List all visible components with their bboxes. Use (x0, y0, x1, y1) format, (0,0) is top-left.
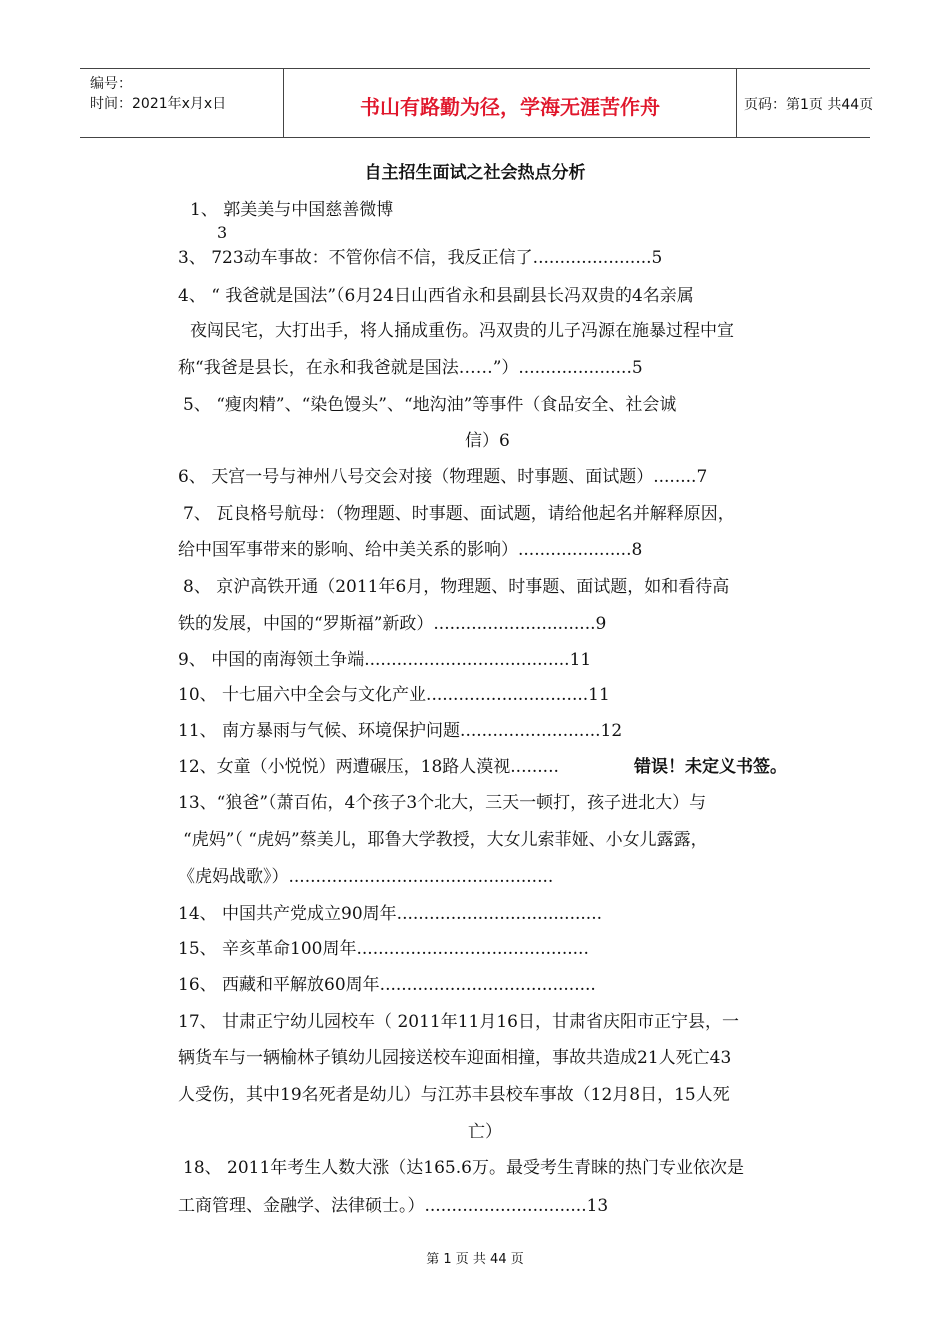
toc-line: 4、 “ 我爸就是国法”（6月24日山西省永和县副县长冯双贵的4名亲属 (178, 286, 694, 306)
header-info-cell (80, 69, 283, 137)
toc-line: 11、 南方暴雨与气候、环境保护问题..........................12 (178, 721, 623, 741)
toc-line: 12、女童（小悦悦）两遭碾压，18路人漠视......... (178, 757, 559, 777)
toc-line: 7、 瓦良格号航母：（物理题、时事题、面试题，请给他起名并解释原因， (183, 504, 735, 524)
toc-line: 15、 辛亥革命100周年........................................... (178, 939, 589, 959)
toc-line: 人受伤，其中19名死者是幼儿）与江苏丰县校车事故（12月8日，15人死 (178, 1085, 730, 1105)
page-footer: 第 1 页 共 44 页 (426, 1252, 524, 1267)
toc-line: 6、 天宫一号与神州八号交会对接（物理题、时事题、面试题）........7 (178, 467, 708, 487)
toc-line: 17、 甘肃正宁幼儿园校车（ 2011年11月16日，甘肃省庆阳市正宁县，一 (178, 1012, 739, 1032)
toc-line: 16、 西藏和平解放60周年........................................ (178, 975, 596, 995)
toc-line: 13、“狼爸”（萧百佑，4个孩子3个北大，三天一顿打，孩子进北大）与 (178, 793, 707, 813)
document-header (80, 68, 874, 138)
toc-line: 工商管理、金融学、法律硕士。）..............................13 (178, 1196, 609, 1216)
toc-line: 10、 十七届六中全会与文化产业..............................11 (178, 685, 610, 705)
code-label: 编号： (90, 76, 132, 92)
toc-line: 5、 “瘦肉精”、“染色馒头”、“地沟油”等事件（食品安全、社会诚 (183, 395, 677, 415)
toc-line: 14、 中国共产党成立90周年...................................... (178, 904, 603, 924)
toc-line: 1、 郭美美与中国慈善微博 (190, 200, 394, 220)
toc-line: 8、 京沪高铁开通（2011年6月，物理题、时事题、面试题，如和看待高 (183, 577, 730, 597)
header-page-cell (736, 69, 874, 137)
header-motto-cell (283, 69, 737, 137)
toc-line: “虎妈”（ “虎妈”蔡美儿，耶鲁大学教授，大女儿索菲娅、小女儿露露， (183, 830, 708, 850)
toc-line: 信）6 (465, 431, 510, 451)
toc-line: 铁的发展，中国的“罗斯福”新政）..............................9 (178, 614, 607, 634)
toc-line: 亡） (468, 1122, 502, 1142)
bookmark-error: 错误！未定义书签。 (634, 757, 787, 777)
toc-line: 夜闯民宅，大打出手，将人捅成重伤。冯双贵的儿子冯源在施暴过程中宣 (190, 321, 734, 341)
toc-line: 《虎妈战歌》）................................................. (178, 867, 554, 887)
toc-line: 9、 中国的南海领土争端......................................11 (178, 650, 592, 670)
toc-line: 辆货车与一辆榆林子镇幼儿园接送校车迎面相撞，事故共造成21人死亡43 (178, 1048, 732, 1068)
date-label: 时间：2021年x月x日 (90, 96, 227, 112)
toc-line: 给中国军事带来的影响、给中美关系的影响）.....................8 (178, 540, 643, 560)
motto: 书山有路勤为径，学海无涯苦作舟 (360, 95, 660, 119)
toc-line: 3 (217, 223, 228, 242)
document-title: 自主招生面试之社会热点分析 (364, 163, 586, 183)
toc-line: 称“我爸是县长，在永和我爸就是国法……”）.....................5 (178, 358, 643, 378)
toc-line: 18、 2011年考生人数大涨（达165.6万。最受考生青睐的热门专业依次是 (183, 1158, 744, 1178)
toc-line: 3、 723动车事故：不管你信不信，我反正信了......................5 (178, 248, 663, 268)
page-info: 页码：第1页 共44页 (744, 97, 874, 113)
